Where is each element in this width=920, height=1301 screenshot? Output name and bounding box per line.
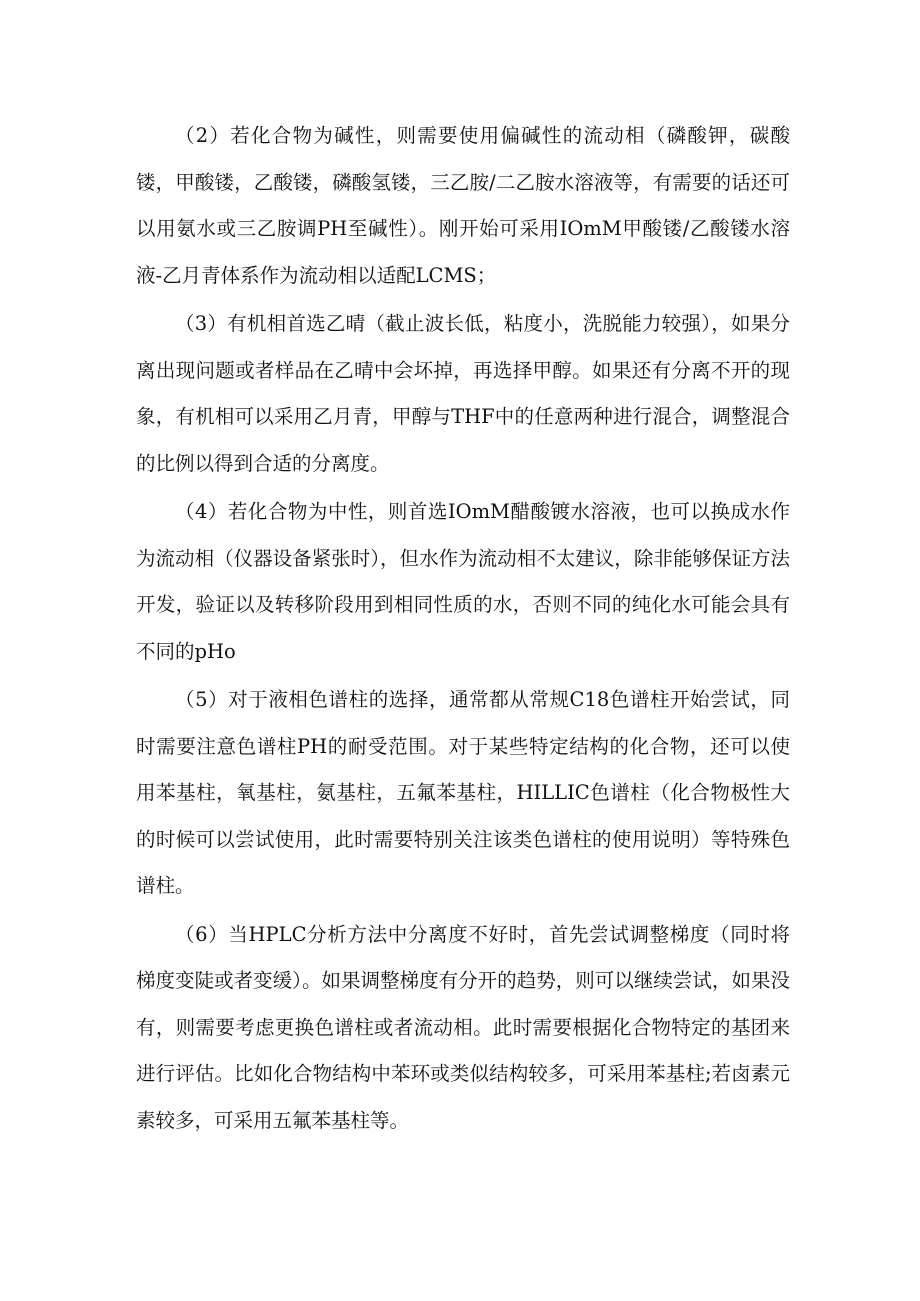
paragraph-organic-phase: （3）有机相首选乙晴（截止波长低，粘度小，洗脱能力较强），如果分离出现问题或者样品在乙晴中会坏掉，再选择甲醇。如果还有分离不开的现象，有机相可以采用乙月青，甲醇与THF中的任意两种进行混合，调整混合的比例以得到合适的分离度。 <box>136 312 790 475</box>
document-body <box>136 113 790 1146</box>
paragraph-resolution-adjustment: （6）当HPLC分析方法中分离度不好时，首先尝试调整梯度（同时将梯度变陡或者变缓）。如果调整梯度有分开的趋势，则可以继续尝试，如果没有，则需要考虑更换色谱柱或者流动相。此时需要根据化合物特定的基团来进行评估。比如化合物结构中苯环或类似结构较多，可采用苯基柱;若卤素元素较多，可采用五氟苯基柱等。 <box>136 922 790 1132</box>
paragraph-column-selection: （5）对于液相色谱柱的选择，通常都从常规C18色谱柱开始尝试，同时需要注意色谱柱PH的耐受范围。对于某些特定结构的化合物，还可以使用苯基柱，氧基柱，氨基柱，五氟苯基柱，HILLIC色谱柱（化合物极性大的时候可以尝试使用，此时需要特别关注该类色谱柱的使用说明）等特殊色谱柱。 <box>136 688 790 897</box>
paragraph-basic-compound: （2）若化合物为碱性，则需要使用偏碱性的流动相（磷酸钾，碳酸镂，甲酸镂，乙酸镂，磷酸氢镂，三乙胺/二乙胺水溶液等，有需要的话还可以用氨水或三乙胺调PH至碱性）。刚开始可采用IOmM甲酸镂/乙酸镂水溶液-乙月青体系作为流动相以适配LCMS； <box>136 124 790 287</box>
paragraph-neutral-compound: （4）若化合物为中性，则首选IOmM醋酸镀水溶液，也可以换成水作为流动相（仪器设备紧张时），但水作为流动相不太建议，除非能够保证方法开发，验证以及转移阶段用到相同性质的水，否则不同的纯化水可能会具有不同的pHo <box>136 500 790 663</box>
